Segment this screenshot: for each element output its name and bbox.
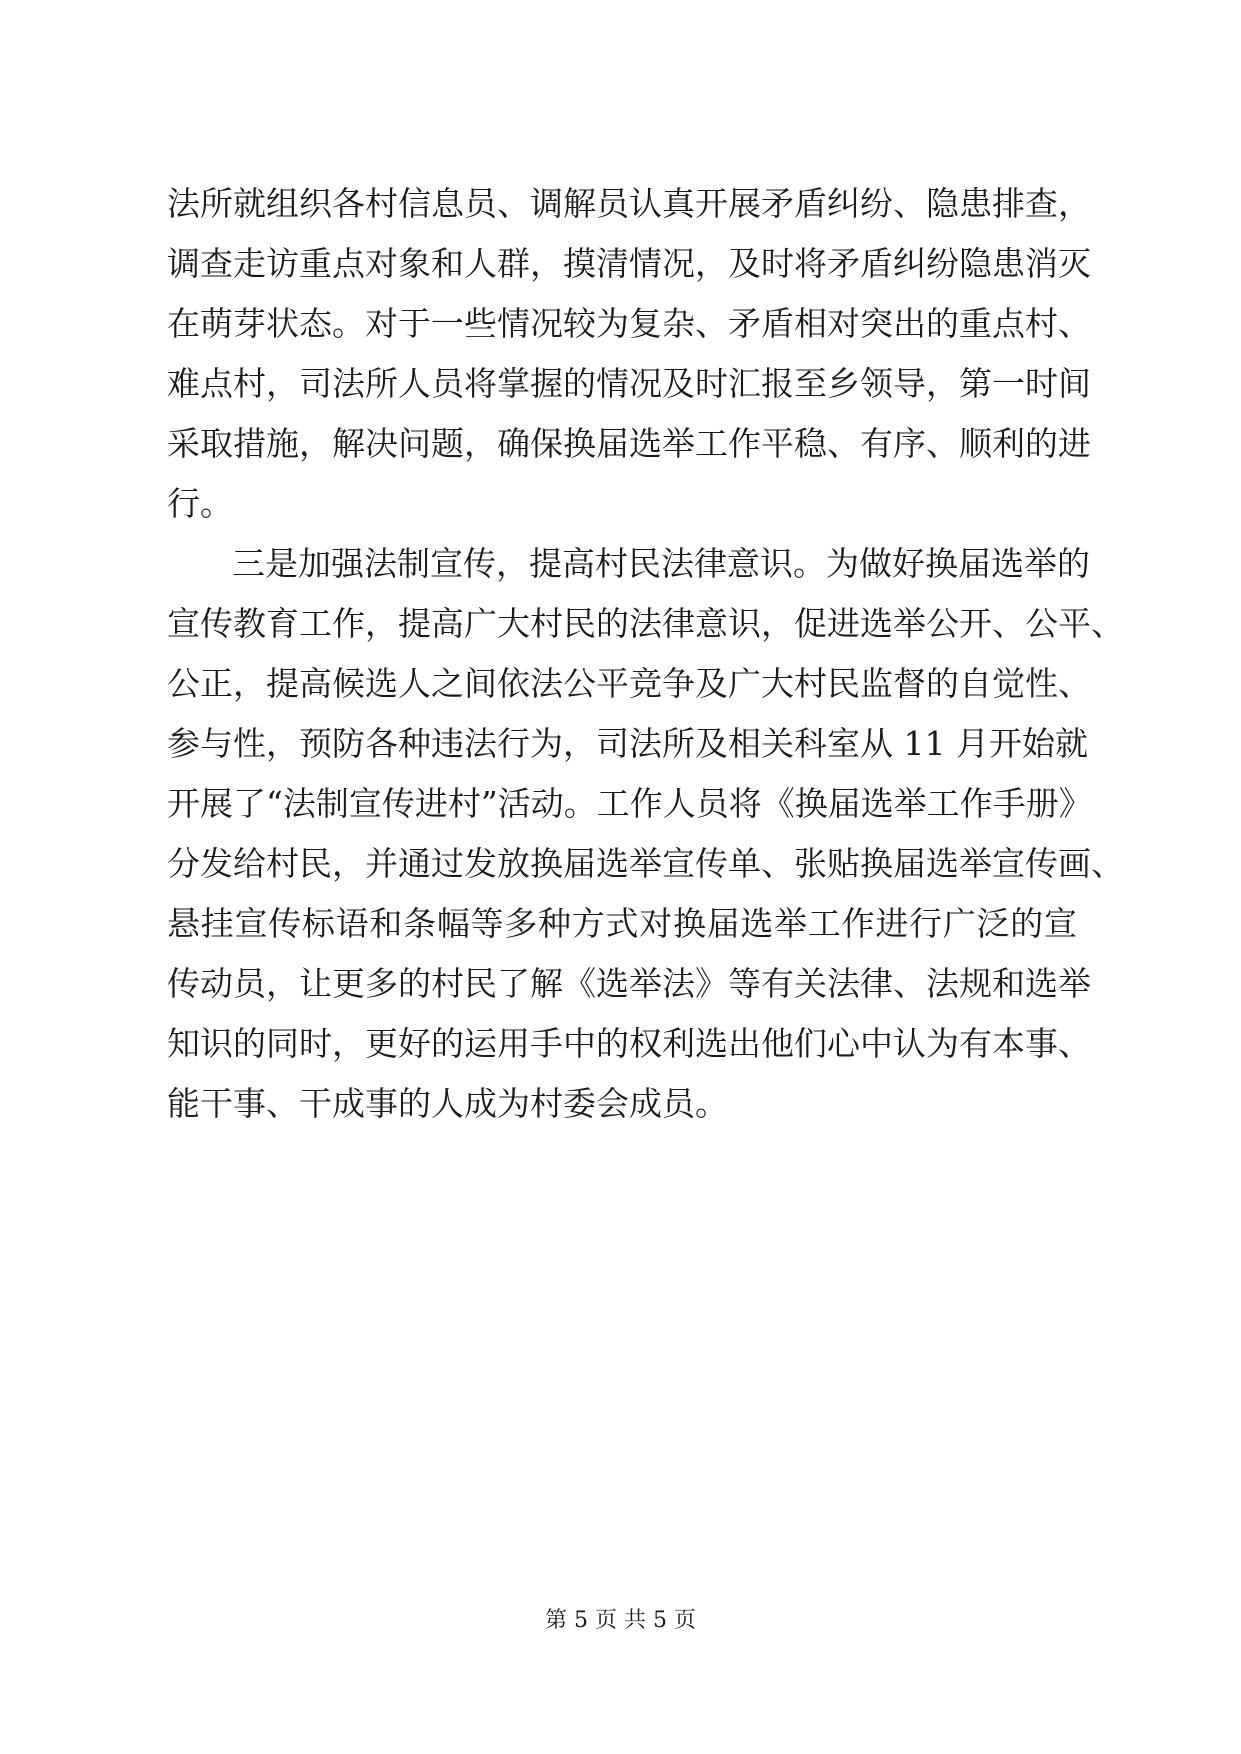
- paragraph-2-line-3: 公正，提高候选人之间依法公平竞争及广大村民监督的自觉性、: [167, 664, 1091, 703]
- paragraph-2-line-1: 三是加强法制宣传，提高村民法律意识。为做好换届选举的: [232, 544, 1090, 583]
- paragraph-1-line-6: 行。: [167, 484, 233, 523]
- paragraph-2-line-10: 能干事、干成事的人成为村委会成员。: [167, 1084, 728, 1123]
- paragraph-2-line-2: 宣传教育工作，提高广大村民的法律意识，促进选举公开、公平、: [167, 604, 1124, 643]
- paragraph-1-line-1: 法所就组织各村信息员、调解员认真开展矛盾纠纷、隐患排查，: [167, 184, 1091, 223]
- paragraph-1-line-3: 在萌芽状态。对于一些情况较为复杂、矛盾相对突出的重点村、: [167, 304, 1091, 343]
- paragraph-2-line-6: 分发给村民，并通过发放换届选举宣传单、张贴换届选举宣传画、: [167, 844, 1124, 883]
- paragraph-2-line-5: 开展了“法制宣传进村”活动。工作人员将《换届选举工作手册》: [167, 784, 1092, 823]
- paragraph-2-line-4: 参与性，预防各种违法行为，司法所及相关科室从 11 月开始就: [167, 724, 1088, 763]
- paragraph-2-line-8: 传动员，让更多的村民了解《选举法》等有关法律、法规和选举: [167, 964, 1091, 1003]
- paragraph-1-line-4: 难点村，司法所人员将掌握的情况及时汇报至乡领导，第一时间: [167, 364, 1091, 403]
- paragraph-2-line-7: 悬挂宣传标语和条幅等多种方式对换届选举工作进行广泛的宣: [167, 904, 1077, 943]
- paragraph-1-line-5: 采取措施，解决问题，确保换届选举工作平稳、有序、顺利的进: [167, 424, 1091, 463]
- paragraph-1-line-2: 调查走访重点对象和人群，摸清情况，及时将矛盾纠纷隐患消灭: [167, 244, 1091, 283]
- paragraph-2-line-9: 知识的同时，更好的运用手中的权利选出他们心中认为有本事、: [167, 1024, 1091, 1063]
- page-number-footer: 第 5 页 共 5 页: [545, 1608, 696, 1633]
